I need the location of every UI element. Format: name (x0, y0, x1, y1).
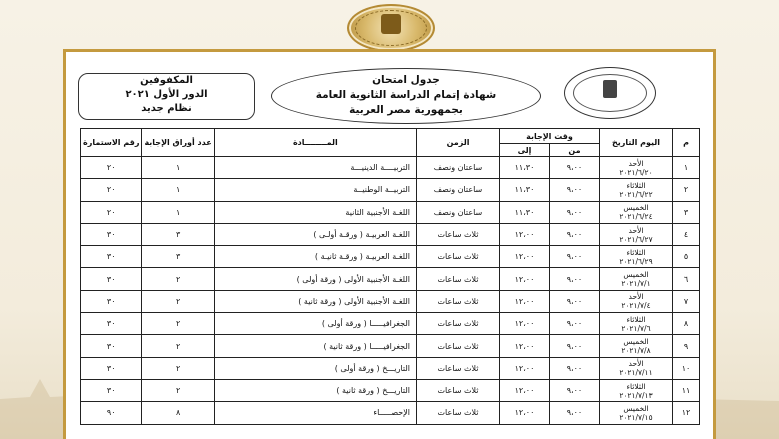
exam-date: ٢٠٢١/٧/١١ (619, 368, 653, 378)
to-cell: ١٢،٠٠ (500, 402, 550, 424)
sheets-cell: ١ (142, 157, 214, 179)
row-num: ١٢ (673, 402, 700, 424)
duration-cell: ثلاث ساعات (417, 246, 500, 268)
to-cell: ١١،٣٠ (500, 157, 550, 179)
duration-cell: ثلاث ساعات (417, 402, 500, 424)
sheets-cell: ٣ (142, 246, 214, 268)
exam-schedule-document (63, 49, 716, 439)
to-cell: ١٢،٠٠ (500, 268, 550, 290)
from-cell: ٩،٠٠ (550, 246, 600, 268)
from-cell: ٩،٠٠ (550, 268, 600, 290)
ministry-logo (564, 67, 656, 119)
to-cell: ١٢،٠٠ (500, 335, 550, 357)
duration-cell: ثلاث ساعات (417, 223, 500, 245)
table-row (81, 201, 700, 223)
table-row (81, 223, 700, 245)
questions-cell: ٣٠ (81, 335, 142, 357)
sheets-cell: ٢ (142, 268, 214, 290)
from-cell: ٩،٠٠ (550, 379, 600, 401)
exam-date: ٢٠٢١/٦/٢٧ (619, 234, 653, 244)
table-row (81, 357, 700, 379)
day-name: الأحد (628, 292, 644, 302)
subject-cell: اللغـة العربيـة ( ورقـة ثانيـة ) (214, 246, 416, 268)
questions-cell: ٩٠ (81, 402, 142, 424)
row-num: ١ (673, 157, 700, 179)
day-date-cell (600, 335, 673, 357)
exam-date: ٢٠٢١/٧/٦ (621, 323, 651, 333)
questions-cell: ٢٠ (81, 201, 142, 223)
subject-cell: الجغرافيـــــا ( ورقة أولى ) (214, 313, 416, 335)
table-row (81, 379, 700, 401)
exam-date: ٢٠٢١/٧/١٣ (619, 390, 653, 400)
to-cell: ١١،٣٠ (500, 179, 550, 201)
category-line-1: المكفوفين (140, 75, 193, 86)
from-cell: ٩،٠٠ (550, 179, 600, 201)
sheets-cell: ٢ (142, 313, 214, 335)
col-subject-header: المــــــــادة (214, 129, 416, 157)
duration-cell: ثلاث ساعات (417, 268, 500, 290)
exam-date: ٢٠٢١/٦/٢٠ (619, 167, 653, 177)
subject-cell: اللغـة الأجنبية الأولى ( ورقة ثانية ) (214, 290, 416, 312)
subject-cell: الإحصـــــاء (214, 402, 416, 424)
row-num: ١١ (673, 379, 700, 401)
day-name: الثلاثاء (626, 314, 646, 324)
day-name: الثلاثاء (626, 381, 646, 391)
questions-cell: ٢٠ (81, 179, 142, 201)
day-name: الخميس (623, 337, 649, 347)
col-day-date-header: اليوم التاريخ (600, 129, 673, 157)
sheets-cell: ١ (142, 179, 214, 201)
from-cell: ٩،٠٠ (550, 223, 600, 245)
day-date-cell (600, 157, 673, 179)
table-row (81, 313, 700, 335)
col-sheets-header: عدد أوراق الإجابة (142, 129, 214, 157)
duration-cell: ساعتان ونصف (417, 157, 500, 179)
col-to-header: إلى (500, 144, 550, 157)
from-cell: ٩،٠٠ (550, 357, 600, 379)
day-name: الثلاثاء (626, 247, 646, 257)
subject-cell: التاريـــخ ( ورقة أولى ) (214, 357, 416, 379)
row-num: ٤ (673, 223, 700, 245)
from-cell: ٩،٠٠ (550, 201, 600, 223)
from-cell: ٩،٠٠ (550, 402, 600, 424)
top-seal-emblem (347, 4, 435, 52)
subject-cell: اللغـة الأجنبية الثانية (214, 201, 416, 223)
exam-date: ٢٠٢١/٦/٢٤ (619, 212, 653, 222)
sheets-cell: ٢ (142, 290, 214, 312)
sheets-cell: ٢ (142, 379, 214, 401)
to-cell: ١١،٣٠ (500, 201, 550, 223)
col-questions-header: رقم الاستمارة (81, 129, 142, 157)
duration-cell: ساعتان ونصف (417, 179, 500, 201)
day-date-cell (600, 357, 673, 379)
day-date-cell (600, 313, 673, 335)
title-line-1: جدول امتحان (372, 74, 440, 86)
duration-cell: ثلاث ساعات (417, 290, 500, 312)
table-row (81, 246, 700, 268)
row-num: ٦ (673, 268, 700, 290)
from-cell: ٩،٠٠ (550, 335, 600, 357)
day-date-cell (600, 268, 673, 290)
from-cell: ٩،٠٠ (550, 313, 600, 335)
row-num: ٢ (673, 179, 700, 201)
to-cell: ١٢،٠٠ (500, 313, 550, 335)
exam-schedule-table (80, 128, 700, 425)
duration-cell: ساعتان ونصف (417, 201, 500, 223)
day-date-cell (600, 246, 673, 268)
table-row (81, 157, 700, 179)
questions-cell: ٣٠ (81, 379, 142, 401)
category-line-3: نظام جديد (141, 103, 192, 114)
exam-date: ٢٠٢١/٦/٢٢ (619, 189, 653, 199)
from-cell: ٩،٠٠ (550, 290, 600, 312)
row-num: ٣ (673, 201, 700, 223)
day-name: الخميس (623, 270, 649, 280)
exam-date: ٢٠٢١/٧/١ (621, 279, 651, 289)
table-row (81, 335, 700, 357)
day-name: الأحد (628, 225, 644, 235)
table-row (81, 268, 700, 290)
day-date-cell (600, 223, 673, 245)
sheets-cell: ٢ (142, 357, 214, 379)
duration-cell: ثلاث ساعات (417, 379, 500, 401)
day-name: الأحد (628, 158, 644, 168)
to-cell: ١٢،٠٠ (500, 290, 550, 312)
col-duration-header: الزمن (417, 129, 500, 157)
questions-cell: ٣٠ (81, 223, 142, 245)
day-date-cell (600, 402, 673, 424)
subject-cell: التربيــة الوطنيــة (214, 179, 416, 201)
row-num: ٧ (673, 290, 700, 312)
subject-cell: التاريـــخ ( ورقة ثانية ) (214, 379, 416, 401)
day-date-cell (600, 379, 673, 401)
day-name: الخميس (623, 203, 649, 213)
duration-cell: ثلاث ساعات (417, 313, 500, 335)
sheets-cell: ١ (142, 201, 214, 223)
day-name: الخميس (623, 403, 649, 413)
questions-cell: ٣٠ (81, 357, 142, 379)
duration-cell: ثلاث ساعات (417, 335, 500, 357)
to-cell: ١٢،٠٠ (500, 246, 550, 268)
sheets-cell: ٢ (142, 335, 214, 357)
row-num: ٥ (673, 246, 700, 268)
questions-cell: ٣٠ (81, 268, 142, 290)
from-cell: ٩،٠٠ (550, 157, 600, 179)
to-cell: ١٢،٠٠ (500, 379, 550, 401)
eagle-icon (381, 14, 401, 34)
subject-cell: اللغـة الأجنبية الأولى ( ورقة أولى ) (214, 268, 416, 290)
questions-cell: ٣٠ (81, 313, 142, 335)
subject-cell: التربيــــة الدينيـــة (214, 157, 416, 179)
to-cell: ١٢،٠٠ (500, 223, 550, 245)
day-name: الأحد (628, 359, 644, 369)
day-date-cell (600, 290, 673, 312)
exam-date: ٢٠٢١/٦/٢٩ (619, 256, 653, 266)
duration-cell: ثلاث ساعات (417, 357, 500, 379)
questions-cell: ٣٠ (81, 246, 142, 268)
schedule-title-oval (271, 68, 541, 124)
col-from-header: من (550, 144, 600, 157)
day-name: الثلاثاء (626, 180, 646, 190)
subject-cell: اللغـة العربيـة ( ورقـة أولـى ) (214, 223, 416, 245)
day-date-cell (600, 179, 673, 201)
exam-date: ٢٠٢١/٧/١٥ (619, 412, 653, 422)
row-num: ٩ (673, 335, 700, 357)
sheets-cell: ٨ (142, 402, 214, 424)
col-time-header: وقت الإجابة (500, 129, 600, 144)
questions-cell: ٣٠ (81, 290, 142, 312)
sheets-cell: ٣ (142, 223, 214, 245)
title-line-3: بجمهورية مصر العربية (349, 104, 463, 116)
col-num-header: م (673, 129, 700, 157)
title-line-2: شهادة إتمام الدراسة الثانوية العامة (315, 89, 497, 101)
questions-cell: ٢٠ (81, 157, 142, 179)
row-num: ٨ (673, 313, 700, 335)
exam-date: ٢٠٢١/٧/٤ (621, 301, 651, 311)
subject-cell: الجغرافيـــــا ( ورقة ثانية ) (214, 335, 416, 357)
day-date-cell (600, 201, 673, 223)
exam-category-box (78, 73, 255, 120)
category-line-2: الدور الأول ٢٠٢١ (125, 89, 208, 100)
to-cell: ١٢،٠٠ (500, 357, 550, 379)
table-row (81, 402, 700, 424)
table-row (81, 290, 700, 312)
table-row (81, 179, 700, 201)
eagle-icon (603, 80, 617, 98)
row-num: ١٠ (673, 357, 700, 379)
exam-date: ٢٠٢١/٧/٨ (621, 346, 651, 356)
